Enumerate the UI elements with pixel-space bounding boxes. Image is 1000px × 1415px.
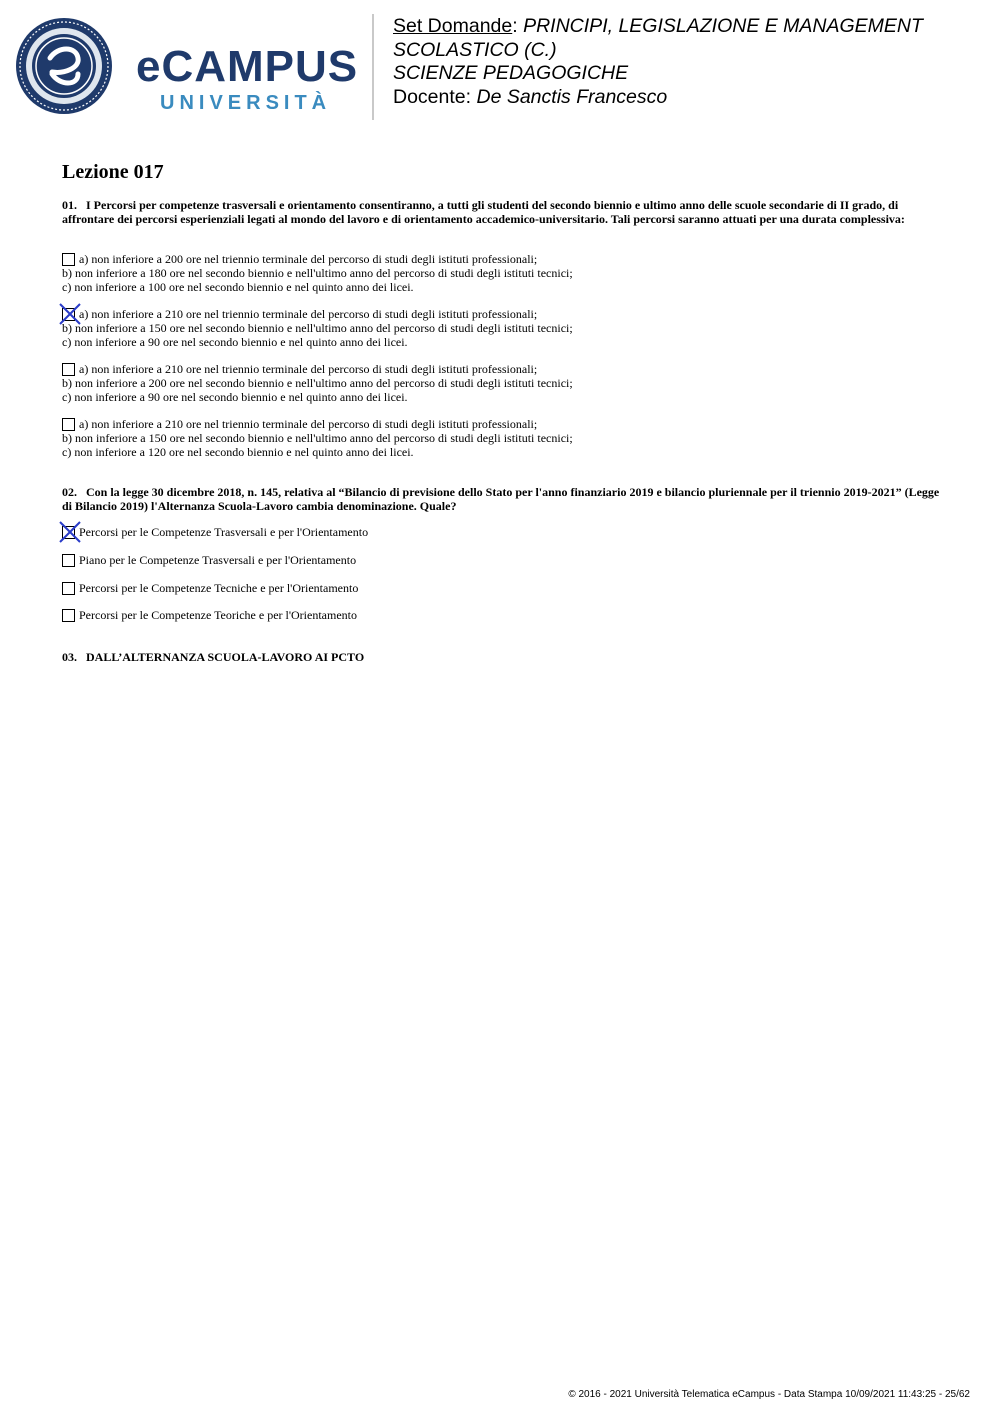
docente-name: De Sanctis Francesco xyxy=(476,85,668,108)
question-number: 03. xyxy=(62,650,77,664)
set-domande-line: Set Domande: PRINCIPI, LEGISLAZIONE E MANAGEMENT xyxy=(393,15,923,37)
answer-option[interactable] xyxy=(62,553,942,567)
question-text: Con la legge 30 dicembre 2018, n. 145, relativa al “Bilancio di previsione dello Stato per l'anno finanziario 2019 e bilancio pluriennale per il triennio 2019-2021” (Legge di Bilancio 2019) l'Alternanza Scuola-Lavoro cambia denominazione. Quale? xyxy=(62,485,940,513)
option-line: Piano per le Competenze Trasversali e per l'Orientamento xyxy=(79,553,357,567)
faculty: SCIENZE PEDAGOGICHE xyxy=(393,62,629,84)
faculty-line xyxy=(393,62,983,86)
option-line: c) non inferiore a 90 ore nel secondo biennio e nel quinto anno dei licei. xyxy=(62,335,408,349)
checkbox[interactable] xyxy=(62,253,75,266)
question-03 xyxy=(62,651,942,665)
checkbox[interactable] xyxy=(62,363,75,376)
brand-wordmark xyxy=(134,42,359,114)
option-line: b) non inferiore a 150 ore nel secondo biennio e nell'ultimo anno del percorso di studi degli istituti tecnici; xyxy=(62,321,573,335)
checkbox[interactable] xyxy=(62,418,75,431)
brand-word: eCAMPUS xyxy=(136,42,359,91)
header-divider xyxy=(372,14,374,120)
checkbox[interactable] xyxy=(62,554,75,567)
question-text: DALL’ALTERNANZA SCUOLA-LAVORO AI PCTO xyxy=(86,650,365,664)
option-line: b) non inferiore a 200 ore nel secondo biennio e nell'ultimo anno del percorso di studi degli istituti tecnici; xyxy=(62,376,573,390)
option-line: c) non inferiore a 120 ore nel secondo biennio e nel quinto anno dei licei. xyxy=(62,445,414,459)
question-02 xyxy=(62,486,942,513)
question-number: 02. xyxy=(62,485,77,499)
option-line: c) non inferiore a 90 ore nel secondo biennio e nel quinto anno dei licei. xyxy=(62,390,408,404)
university-seal-icon xyxy=(14,16,114,116)
option-line: b) non inferiore a 150 ore nel secondo biennio e nell'ultimo anno del percorso di studi degli istituti tecnici; xyxy=(62,431,573,445)
option-line: a) non inferiore a 210 ore nel triennio terminale del percorso di studi degli istituti professionali; xyxy=(79,417,538,431)
answer-option[interactable] xyxy=(62,307,942,349)
header-info xyxy=(393,15,983,109)
option-line: a) non inferiore a 210 ore nel triennio terminale del percorso di studi degli istituti professionali; xyxy=(79,307,538,321)
question-number: 01. xyxy=(62,198,77,212)
cross-mark-icon xyxy=(59,521,81,543)
question-01 xyxy=(62,199,942,226)
docente-label: Docente: xyxy=(393,85,472,108)
ecampus-logo xyxy=(14,14,359,116)
set-title-line-2 xyxy=(393,39,983,63)
answer-option[interactable] xyxy=(62,525,942,539)
set-title-2: SCOLASTICO (C.) xyxy=(393,38,557,61)
option-line: Percorsi per le Competenze Trasversali e per l'Orientamento xyxy=(79,525,369,539)
page-footer: © 2016 - 2021 Università Telematica eCampus - Data Stampa 10/09/2021 11:43:25 - 25/62 xyxy=(568,1389,970,1400)
answer-option[interactable] xyxy=(62,608,942,622)
set-title-1: PRINCIPI, LEGISLAZIONE E MANAGEMENT xyxy=(523,15,923,37)
brand-sub: UNIVERSITÀ xyxy=(160,92,332,114)
answer-option[interactable] xyxy=(62,417,942,459)
answer-option[interactable] xyxy=(62,362,942,404)
answer-option[interactable] xyxy=(62,252,942,294)
question-text: I Percorsi per competenze trasversali e orientamento consentiranno, a tutti gli studenti del secondo biennio e ultimo anno delle scuole secondarie di II grado, di affrontare dei percorsi esperienziali legati al mondo del lavoro e di orientamento accademico-universitario. Tali percorsi saranno attuati per una durata complessiva: xyxy=(62,198,905,226)
cross-mark-icon xyxy=(59,303,81,325)
set-label: Set Domande xyxy=(393,15,513,37)
option-line: c) non inferiore a 100 ore nel secondo biennio e nel quinto anno dei licei. xyxy=(62,280,414,294)
option-line: Percorsi per le Competenze Tecniche e per l'Orientamento xyxy=(79,581,359,595)
checkbox[interactable] xyxy=(62,582,75,595)
option-line: a) non inferiore a 210 ore nel triennio terminale del percorso di studi degli istituti professionali; xyxy=(79,362,538,376)
option-line: Percorsi per le Competenze Teoriche e per l'Orientamento xyxy=(79,608,357,622)
lesson-title: Lezione 017 xyxy=(62,161,164,183)
option-line: b) non inferiore a 180 ore nel secondo biennio e nell'ultimo anno del percorso di studi degli istituti tecnici; xyxy=(62,266,573,280)
docente-line xyxy=(393,86,983,110)
answer-option[interactable] xyxy=(62,581,942,595)
option-line: a) non inferiore a 200 ore nel triennio terminale del percorso di studi degli istituti professionali; xyxy=(79,252,538,266)
checkbox[interactable] xyxy=(62,609,75,622)
